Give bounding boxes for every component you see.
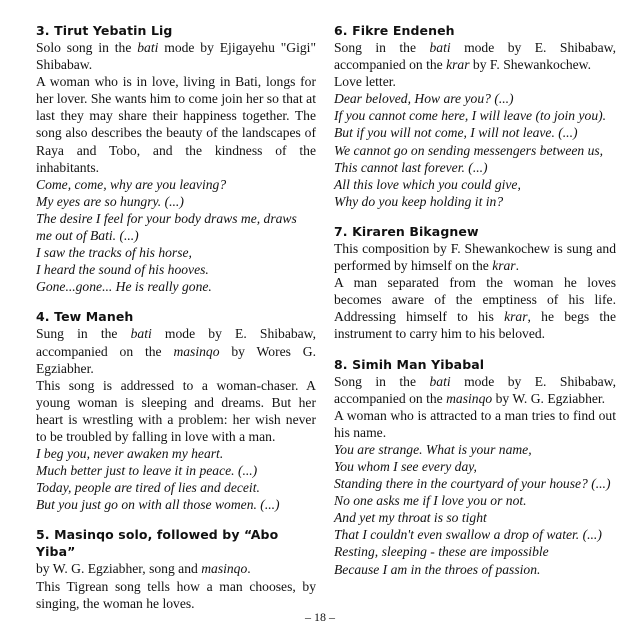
lyric-line: You whom I see every day, xyxy=(334,458,477,474)
right-column xyxy=(334,22,616,591)
lyric-line: No one asks me if I love you or not. xyxy=(334,493,527,509)
lyric-line: Why do you keep holding it in? xyxy=(334,193,504,209)
lyric-line: This cannot last forever. (...) xyxy=(334,159,488,175)
lyric-line: But you just go on with all those women. (...) xyxy=(36,497,280,513)
italic-term: masinqo xyxy=(173,343,220,359)
text-run: , he begs the instrument to carry him to his beloved. xyxy=(334,309,617,342)
page-number: – 18 – xyxy=(305,610,335,624)
lyric-line: But if you will not come, I will not leave. (...) xyxy=(334,125,578,141)
track-title: 7. Kiraren Bikagnew xyxy=(334,223,479,239)
text-run: A woman who is attracted to a man tries to find out his name. xyxy=(334,407,616,440)
track-section xyxy=(334,22,616,210)
text-run: Song in the xyxy=(334,40,430,55)
description-paragraph xyxy=(334,73,616,90)
italic-term: bati xyxy=(429,40,451,55)
lyric-line: Because I am in the throes of passion. xyxy=(334,561,541,577)
text-run: A woman who is in love, living in Bati, longs for her lover. She wants him to come join her so that at last they may share their happiness together. The song also describes the beauty of the landscapes of Raya and Tobo, and the kindness of the inhabitants. xyxy=(36,74,316,175)
lyric-line: You are strange. What is your name, xyxy=(334,441,532,457)
description-paragraph xyxy=(36,560,316,577)
track-title: 3. Tirut Yebatin Lig xyxy=(36,23,173,38)
lyric-line: My eyes are so hungry. (...) xyxy=(36,193,184,209)
italic-term: bati xyxy=(130,326,152,342)
italic-term: krar xyxy=(504,309,528,325)
italic-term: krar xyxy=(492,258,516,274)
italic-term: krar xyxy=(446,57,470,73)
text-run: Song in the xyxy=(334,373,430,389)
text-run: by W. G. Egziabher. xyxy=(492,390,606,406)
track-section xyxy=(36,22,316,295)
lyric-line: I beg you, never awaken my heart. xyxy=(36,446,224,462)
text-run: This Tigrean song tells how a man chooses, by singing, the woman he loves. xyxy=(36,578,316,611)
text-run: . xyxy=(247,561,251,577)
text-run: Sung in the xyxy=(36,326,131,342)
description-paragraph xyxy=(334,39,616,73)
lyric-line: Today, people are tired of lies and deceit. xyxy=(36,480,260,496)
text-run: Solo song in the xyxy=(36,40,138,55)
lyric-line: Dear beloved, How are you? (...) xyxy=(334,91,514,107)
italic-term: masinqo xyxy=(446,390,493,406)
lyric-line: Gone...gone... He is really gone. xyxy=(36,279,212,295)
lyric-line: All this love which you could give, xyxy=(334,176,521,192)
italic-term: bati xyxy=(429,373,451,389)
lyric-line: If you cannot come here, I will leave (to join you). xyxy=(334,108,607,124)
text-run: This song is addressed to a woman-chaser. A young woman is sleeping and dreams. But her heart is wrestling with a problem: her wish never to be troubled by falling in love with a man. xyxy=(36,377,316,444)
track-title: 8. Simih Man Yibabal xyxy=(334,356,485,372)
text-run: by F. Shewankochew. xyxy=(469,57,592,73)
description-paragraph xyxy=(334,407,616,441)
track-section xyxy=(334,356,616,578)
text-run: mode by E. Shibabaw, accompanied on the xyxy=(334,373,617,406)
text-run: mode by Ejigayehu "Gigi" Shibabaw. xyxy=(36,40,316,73)
text-run: . xyxy=(515,258,520,274)
track-section xyxy=(36,308,316,513)
lyric-line: Come, come, why are you leaving? xyxy=(36,176,227,192)
lyric-line: The desire I feel for your body draws me, draws me out of Bati. (...) xyxy=(36,210,297,244)
lyric-line: Resting, sleeping - these are impossible xyxy=(334,544,549,560)
left-column xyxy=(36,22,316,625)
text-run: by Wores G. Egziabher. xyxy=(36,343,316,376)
lyric-line: And yet my throat is so tight xyxy=(334,510,487,526)
text-run: This composition by F. Shewankochew is sung and performed by himself on the xyxy=(334,240,616,274)
track-section xyxy=(334,223,616,343)
italic-term: masinqo xyxy=(201,561,248,577)
lyric-line: We cannot go on sending messengers between us, xyxy=(334,142,604,158)
italic-term: bati xyxy=(137,40,159,55)
lyric-line: I heard the sound of his hooves. xyxy=(36,262,209,278)
description-paragraph xyxy=(334,373,616,407)
description-paragraph xyxy=(334,274,616,342)
track-section xyxy=(36,526,316,611)
track-title: 5. Masinqo solo, followed by “Abo Yiba” xyxy=(36,527,279,560)
description-paragraph xyxy=(36,578,316,612)
lyric-line: That I couldn't even swallow a drop of water. (...) xyxy=(334,527,602,543)
track-title: 6. Fikre Endeneh xyxy=(334,23,455,38)
text-run: mode by E. Shibabaw, accompanied on the xyxy=(334,40,617,73)
lyric-line: Standing there in the courtyard of your house? (...) xyxy=(334,476,611,492)
text-run: by W. G. Egziabher, song and xyxy=(36,561,202,577)
description-paragraph xyxy=(36,39,316,73)
description-paragraph xyxy=(334,240,616,274)
text-run: A man separated from the woman he loves becomes aware of the emptiness of his life. Addressing himself to his xyxy=(334,275,616,325)
text-run: mode by E. Shibabaw, accompanied on the xyxy=(36,326,317,359)
description-paragraph xyxy=(36,73,316,176)
description-paragraph xyxy=(36,325,316,376)
description-paragraph xyxy=(36,377,316,445)
lyric-line: Much better just to leave it in peace. (...) xyxy=(36,463,258,479)
lyric-line: I saw the tracks of his horse, xyxy=(36,245,192,261)
track-title: 4. Tew Maneh xyxy=(36,309,134,325)
text-run: Love letter. xyxy=(334,74,396,90)
